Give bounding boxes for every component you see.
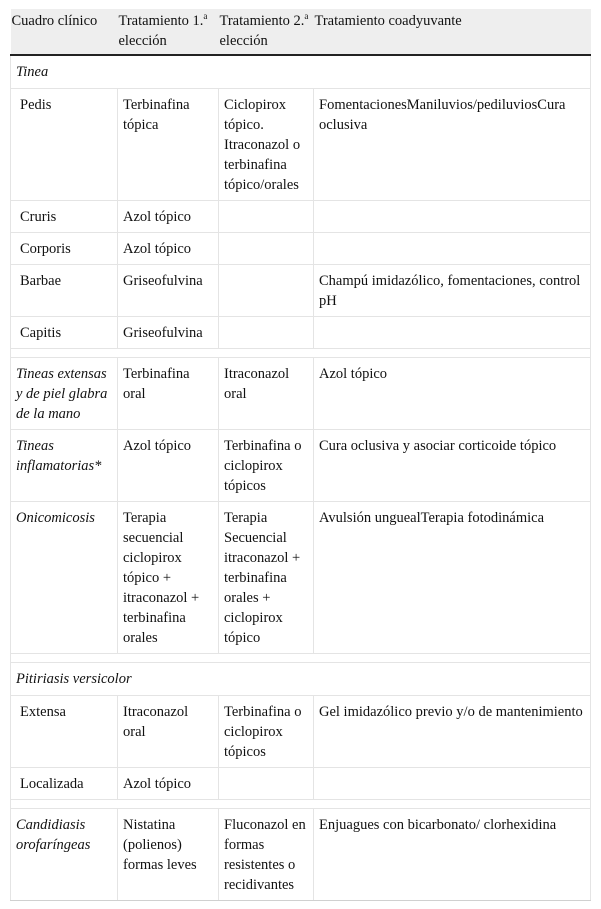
- cuadro-cell: Tineas extensas y de piel glabra de la mano: [11, 358, 118, 430]
- cuadro-cell: Pedis: [11, 89, 118, 201]
- segunda-cell: [219, 265, 314, 317]
- cuadro-cell: Tineas inflamatorias*: [11, 430, 118, 502]
- segunda-cell: Ciclopirox tópico. Itraconazol o terbinafina tópico/orales: [219, 89, 314, 201]
- spacer-row: [11, 654, 591, 663]
- segunda-cell: Terbinafina o ciclopirox tópicos: [219, 696, 314, 768]
- coadyuvante-cell: [314, 768, 591, 800]
- table-row: [11, 430, 591, 502]
- cuadro-cell: Corporis: [11, 233, 118, 265]
- coadyuvante-cell: FomentacionesManiluvios/pediluviosCura oclusiva: [314, 89, 591, 201]
- coadyuvante-cell: Azol tópico: [314, 358, 591, 430]
- primera-cell: Nistatina (polienos) formas leves: [118, 809, 219, 901]
- segunda-cell: Terbinafina o ciclopirox tópicos: [219, 430, 314, 502]
- primera-cell: Terbinafina tópica: [118, 89, 219, 201]
- table-row: [11, 358, 591, 430]
- table-row: [11, 768, 591, 800]
- primera-cell: Itraconazol oral: [118, 696, 219, 768]
- segunda-cell: Terapia Secuencial itraconazol + terbinafina orales + ciclopirox tópico: [219, 502, 314, 654]
- coadyuvante-cell: Cura oclusiva y asociar corticoide tópico: [314, 430, 591, 502]
- segunda-cell: [219, 768, 314, 800]
- cuadro-cell: Barbae: [11, 265, 118, 317]
- header-row: [11, 9, 591, 55]
- table-row: [11, 201, 591, 233]
- primera-cell: Azol tópico: [118, 768, 219, 800]
- cuadro-cell: Capitis: [11, 317, 118, 349]
- cuadro-cell: Extensa: [11, 696, 118, 768]
- table-row: [11, 265, 591, 317]
- section-row-tinea: [11, 55, 591, 89]
- coadyuvante-cell: Avulsión unguealTerapia fotodinámica: [314, 502, 591, 654]
- treatment-table: [10, 9, 591, 901]
- section-title: Tinea: [11, 55, 591, 89]
- table-row: [11, 696, 591, 768]
- table-row: [11, 502, 591, 654]
- primera-cell: Terapia secuencial ciclopirox tópico + itraconazol + terbinafina orales: [118, 502, 219, 654]
- coadyuvante-cell: Enjuagues con bicarbonato/ clorhexidina: [314, 809, 591, 901]
- cuadro-cell: Cruris: [11, 201, 118, 233]
- primera-cell: Azol tópico: [118, 430, 219, 502]
- primera-cell: Azol tópico: [118, 201, 219, 233]
- spacer-cell: [11, 349, 591, 358]
- cuadro-cell: Onicomicosis: [11, 502, 118, 654]
- table-row: [11, 89, 591, 201]
- segunda-cell: Itraconazol oral: [219, 358, 314, 430]
- spacer-row: [11, 800, 591, 809]
- primera-cell: Azol tópico: [118, 233, 219, 265]
- table-row: [11, 809, 591, 901]
- spacer-row: [11, 349, 591, 358]
- segunda-cell: [219, 201, 314, 233]
- treatment-table-container: [10, 9, 590, 901]
- coadyuvante-cell: [314, 317, 591, 349]
- cuadro-cell: Localizada: [11, 768, 118, 800]
- header-primera-eleccion: Tratamiento 1.$^a$ elección: [118, 9, 219, 55]
- primera-cell: Griseofulvina: [118, 317, 219, 349]
- section-row-pitiriasis: [11, 663, 591, 696]
- header-segunda-eleccion: Tratamiento 2.$^a$ elección: [219, 9, 314, 55]
- segunda-cell: [219, 317, 314, 349]
- spacer-cell: [11, 654, 591, 663]
- header-cuadro-clinico: Cuadro clínico: [11, 9, 118, 55]
- segunda-cell: [219, 233, 314, 265]
- primera-cell: Griseofulvina: [118, 265, 219, 317]
- cuadro-cell: Candidiasis orofaríngeas: [11, 809, 118, 901]
- primera-cell: Terbinafina oral: [118, 358, 219, 430]
- table-row: [11, 317, 591, 349]
- table-row: [11, 233, 591, 265]
- segunda-cell: Fluconazol en formas resistentes o recidivantes: [219, 809, 314, 901]
- coadyuvante-cell: Champú imidazólico, fomentaciones, control pH: [314, 265, 591, 317]
- spacer-cell: [11, 800, 591, 809]
- header-coadyuvante: Tratamiento coadyuvante: [314, 9, 591, 55]
- coadyuvante-cell: [314, 201, 591, 233]
- coadyuvante-cell: Gel imidazólico previo y/o de mantenimiento: [314, 696, 591, 768]
- coadyuvante-cell: [314, 233, 591, 265]
- section-title: Pitiriasis versicolor: [11, 663, 591, 696]
